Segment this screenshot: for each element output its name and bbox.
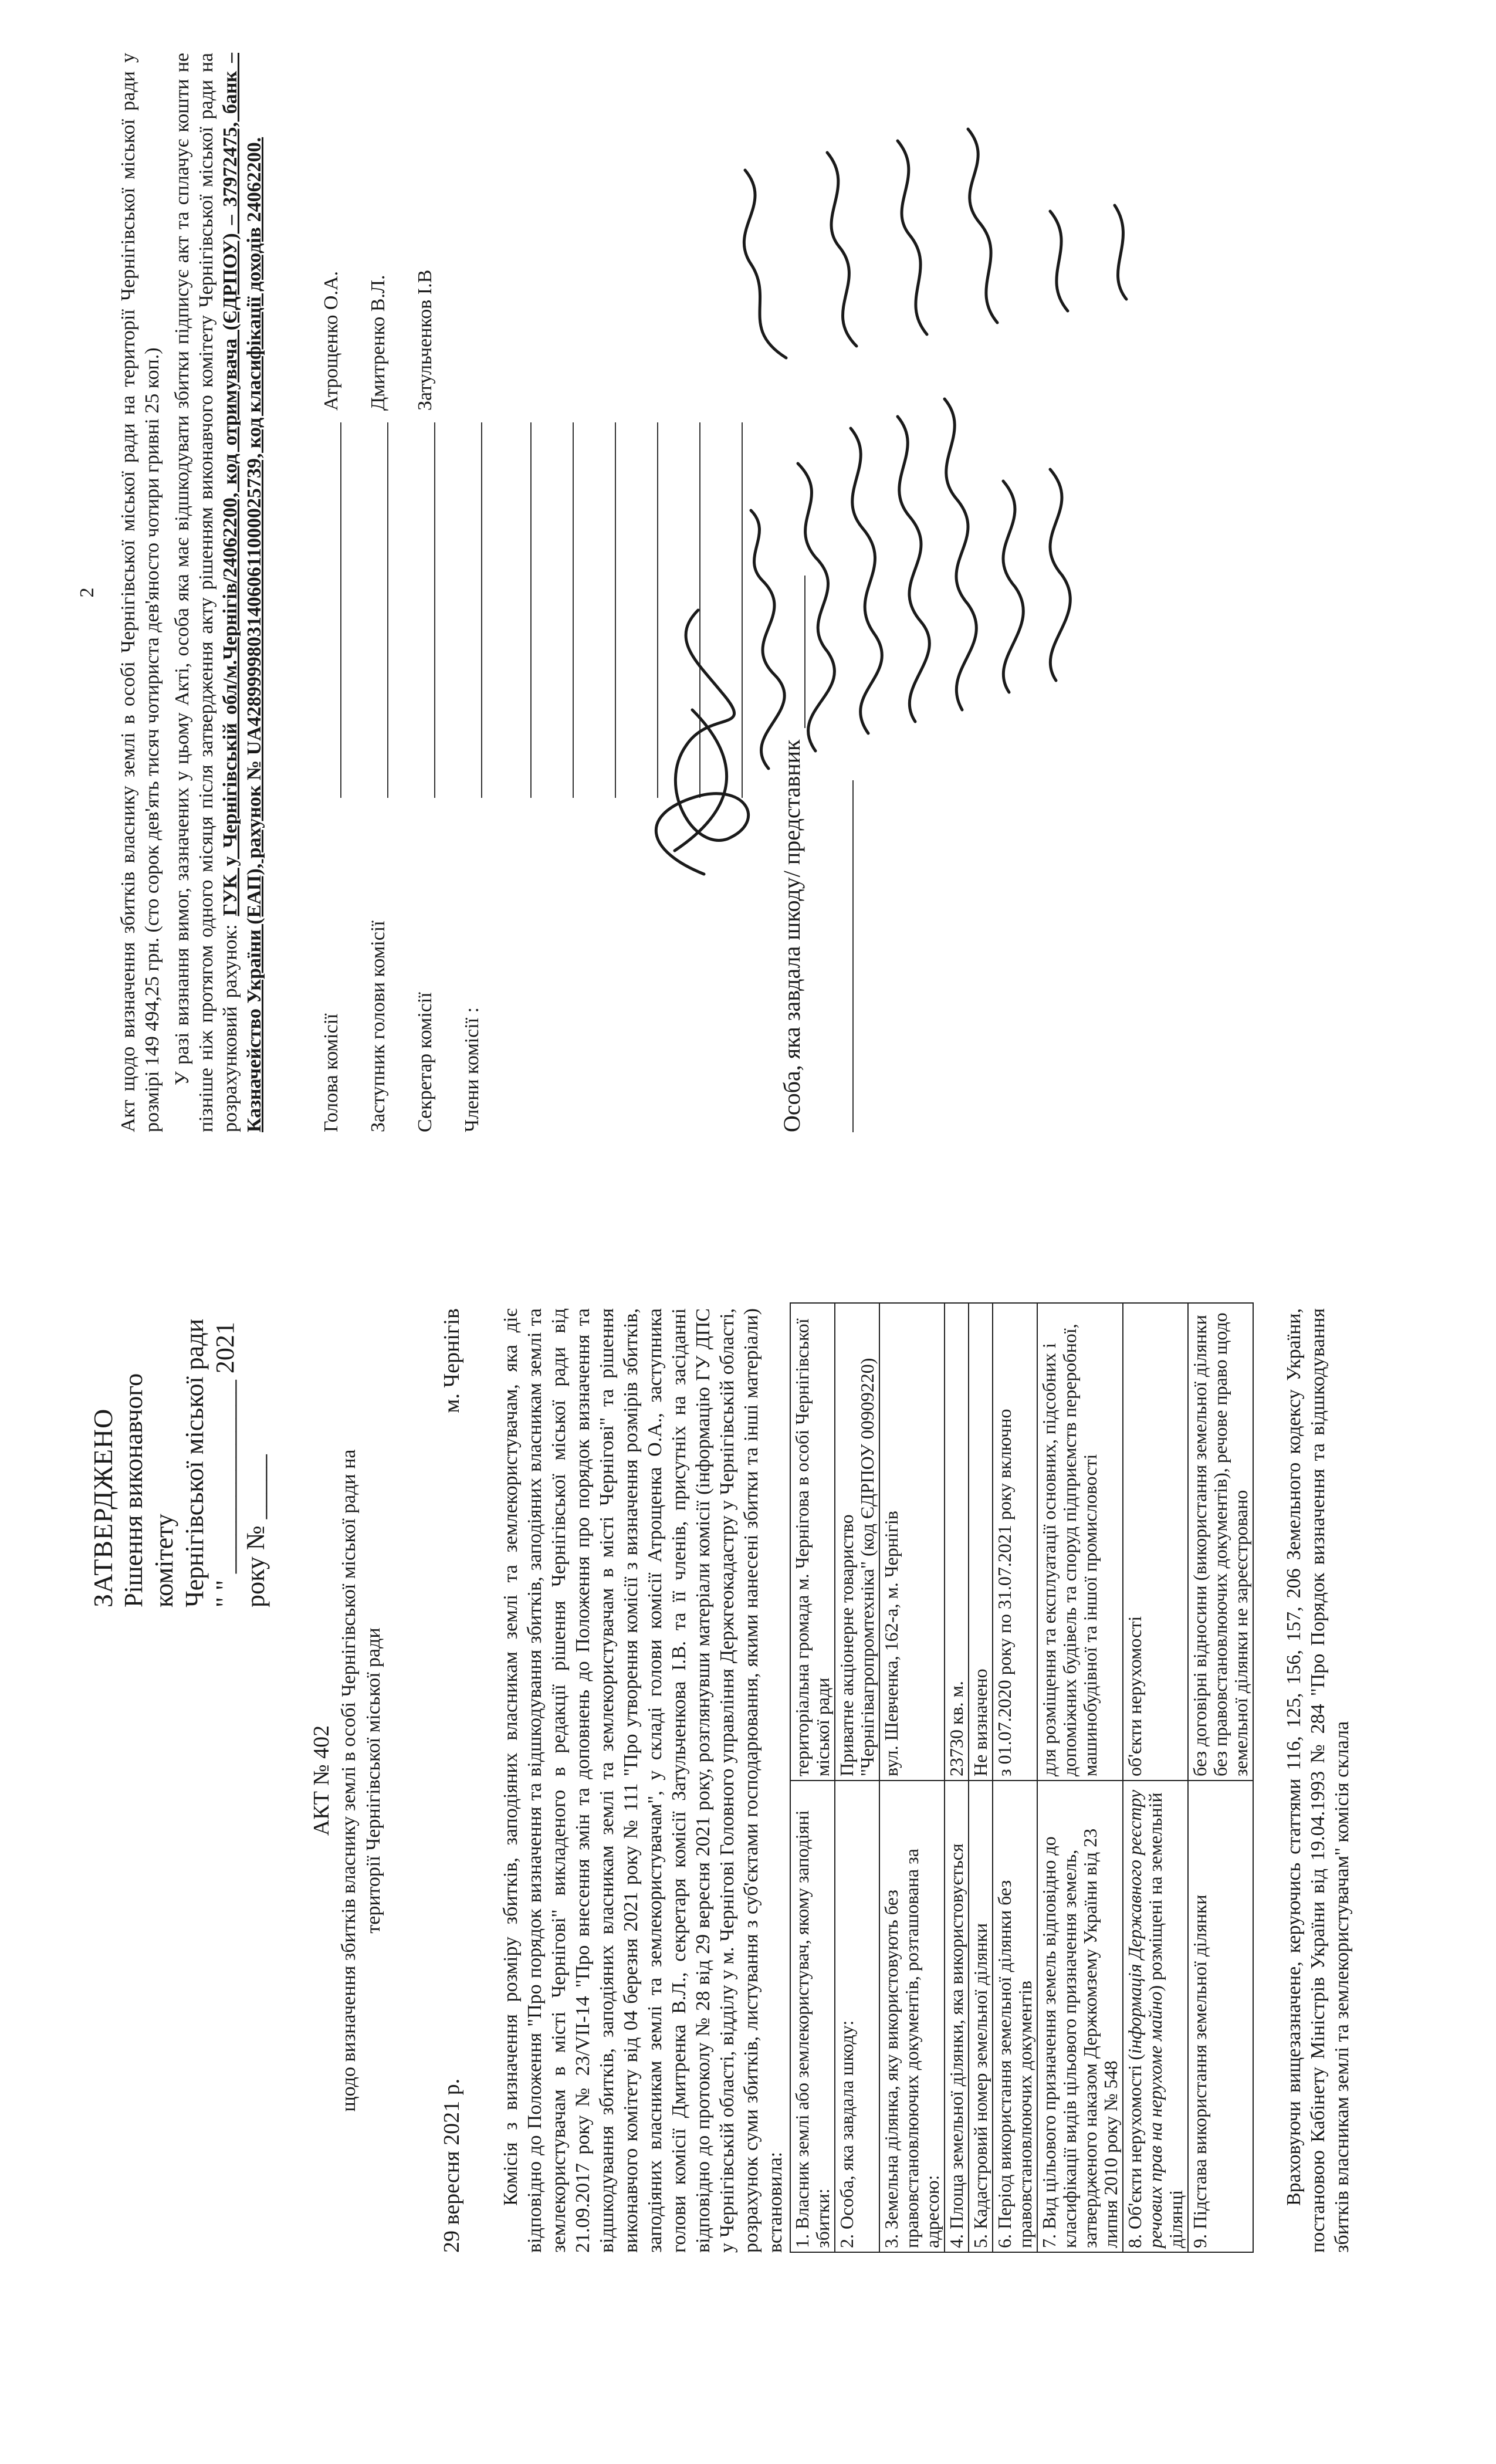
handwritten-signatures [622,6,1209,886]
deputy-name: Дмитренко В.Л. [367,275,389,411]
deputy-label: Заступник голови комісії [367,920,389,1132]
head-label: Голова комісії [320,1013,342,1132]
table-cell-value: територіальна громада м. Чернігова в особі Чернігівської міської ради [790,1303,835,1781]
signature-line [574,422,616,798]
table-cell-value: без договірні відносини (використання земельної ділянки без правовстановлюючих документів), речове право щодо земельної ділянки не зареєстровано [1188,1303,1253,1781]
approval-block [88,1308,271,1607]
table-cell-key: 2. Особа, яка завдала шкоду: [835,1781,879,2252]
damage-person-label: Особа, яка завдала шкоду/ представник [779,739,805,1132]
table-row [879,1303,945,2252]
act-title: АКТ № 402 [309,1725,334,1836]
table-cell-key: 3. Земельна ділянка, яку використовують без правовстановлюючих документів, розташована за адресою: [879,1781,945,2252]
signature-row-deputy [348,53,395,1132]
table-cell-value: для розміщення та експлуатації основних, підсобних і допоміжних будівель та споруд підприємств переробної, машинобудівної та іншої промисловості [1037,1303,1123,1781]
table-cell-key: 6. Період використання земельної ділянки без правовстановлюючих документів [993,1781,1037,2252]
conclusion-paragraph: Враховуючи вищезазначене, керуючись статтями 116, 125, 156, 157, 206 Земельного кодексу України, постановою Кабінету Міністрів України від 19.04.1993 № 284 "Про Порядок визначення та відшкодування збитків власникам землі та землекористувачам" комісія склала [1283,1308,1353,2253]
payment-requisites: ГУК у Чернігівській обл/м.Чернігів/24062200, код отримувача (ЄДРПОУ) – 37972475, банк – Казначейство України (ЕАП), рахунок № UA428999980314060611000025739, код класифікації доходів 24062200. [219,53,265,1132]
page-number: 2 [76,587,98,598]
table-row [993,1303,1037,2252]
approval-line: Чернігівської міської ради [180,1318,209,1607]
table-row [945,1303,969,2252]
signature-row-head [302,53,348,1132]
approval-line: Рішення виконавчого комітету [119,1373,178,1607]
act-details-table [790,1302,1254,2253]
table-cell-key-italic: інформація Державного реєстру речових прав на нерухоме майно [1124,1789,1166,2248]
act-date: 29 вересня 2021 р. [439,2078,464,2253]
head-name: Атрощенко О.А. [320,271,342,411]
signature-line [532,422,574,798]
date-row [439,1308,465,2253]
table-row [835,1303,879,2252]
signature-line [481,422,482,798]
signature-row-secretary [395,53,442,1132]
table-row [1188,1303,1253,2252]
table-cell-value: Не визначено [969,1303,993,1781]
amount-paragraph: Акт щодо визначення збитків власнику землі в особі Чернігівської міської ради на території Чернігівської міської ради у розмірі 149 494,25 грн. (сто сорок дев'ять тисяч чотириста дев'яносто чотири гривні 25 коп.) [117,53,163,1132]
table-cell-key: 7. Вид цільового призначення земель відповідно до класифікації видів цільового призначення земель, затвердженого наказом Держкомзему України від 23 липня 2010 року № 548 [1037,1781,1123,2252]
table-cell-key [1123,1781,1188,2252]
members-label: Члени комісії : [461,1007,483,1132]
approval-heading: ЗАТВЕРДЖЕНО [88,1408,118,1607]
table-cell-value: вул. Шевченка, 162-а, м. Чернігів [879,1303,945,1781]
signature-line [340,422,341,798]
table-row [790,1303,835,2252]
table-cell-key: 4. Площа земельної ділянки, яка використовується [945,1781,969,2252]
signature-line [489,422,532,798]
signature-line [387,422,388,798]
table-row [969,1303,993,2252]
payment-paragraph [170,53,266,1132]
act-city: м. Чернігів [439,1308,464,1413]
table-cell-value: об'єкти нерухомості [1123,1303,1188,1781]
table-row [1123,1303,1188,2252]
secretary-name: Затульченков І.В [414,269,436,411]
signature-row-members [442,53,489,1132]
table-cell-value: Приватне акціонерне товариство "Чернігівагропромтехніка" (код ЄДРПОУ 00909220) [835,1303,879,1781]
page-one [0,1261,1496,2464]
table-cell-key: 5. Кадастровий номер земельної ділянки [969,1781,993,2252]
table-row [1037,1303,1123,2252]
table-cell-key: 1. Власник землі або землекористувач, якому заподіяні збитки: [790,1781,835,2252]
table-cell-value: 23730 кв. м. [945,1303,969,1781]
payment-text: У разі визнання вимог, зазначених у цьому Акті, особа яка має відшкодувати збитки підписує акт та сплачує кошти не пізніше ніж протягом одного місяця після затвердження акту рішенням виконавчого комітету Чернігівської міської ради на розрахунковий рахунок: [171,53,241,1132]
table-cell-key: 9. Підстава використання земельної ділянки [1188,1781,1253,2252]
act-subtitle: щодо визначення збитків власнику землі в особі Чернігівської міської ради на території Чернігівської міської ради [338,1449,384,2112]
intro-paragraph: Комісія з визначення розміру збитків, заподіяних власникам землі та землекористувачам, яка діє відповідно до Положення "Про порядок визначення та відшкодування збитків, заподіяних власникам землі та землекористувачам в місті Чернігові" викладеного в редакції рішення Чернігівської міської ради від 21.09.2017 року № 23/VII-14 "Про внесення змін та доповнень до Положення про порядок визначення та відшкодування збитків, заподіяних власникам землі та землекористувачам в місті Чернігові" та рішення виконавчого комітету від 04 березня 2021 року № 111 "Про утворення комісії з визначення розмірів збитків, заподіяних власникам землі та землекористувачам", у складі голови комісії Атрощенка О.А., заступника голови комісії Дмитренка В.Л., секретаря комісії Затульченкова І.В. та її членів, присутніх на засіданні відповідно до протоколу № 28 від 29 вересня 2021 року, розглянувши матеріали комісії (інформацію ГУ ДПС у Чернігівській області, відділу у м. Чернігові Головного управління Держгеокадастру у Чернігівській області, розрахунок суми збитків, листування з суб'єктами господарювання, якими нанесені збитки та інші матеріали) встановила: [500,1308,786,2253]
signature-line [434,422,435,798]
secretary-label: Секретар комісії [414,992,436,1132]
table-cell-key-text: ) розміщені на земельній ділянці [1145,1792,1186,2248]
table-cell-value: з 01.07.2020 року по 31.07.2021 року включно [993,1303,1037,1781]
table-cell-key-text: 8. Об'єкти нерухомості ( [1124,2054,1145,2248]
approval-line: " " _______________ 2021 року № _____ [211,1322,270,1607]
